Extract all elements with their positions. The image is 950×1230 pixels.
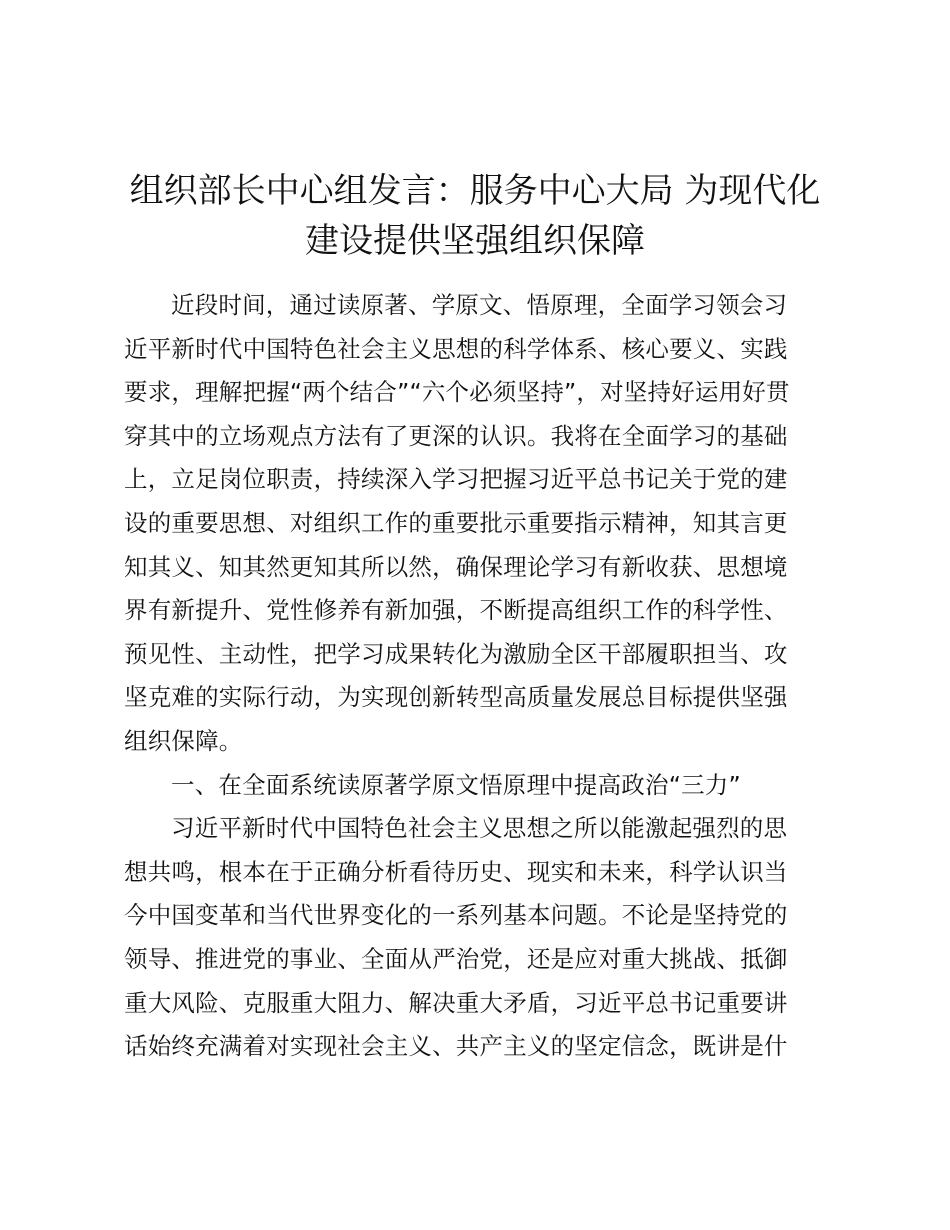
text-line: 话始终充满着对实现社会主义、共产主义的坚定信念，既讲是什 — [124, 1032, 788, 1061]
paragraph-section-1 — [124, 807, 826, 1069]
document-page — [124, 166, 826, 1069]
document-title — [124, 166, 826, 266]
text-line: 想共鸣，根本在于正确分析看待历史、现实和未来，科学认识当 — [124, 857, 788, 886]
text-line: 知其义、知其然更知其所以然，确保理论学习有新收获、思想境 — [124, 552, 788, 581]
text-line: 今中国变革和当代世界变化的一系列基本问题。不论是坚持党的 — [124, 901, 788, 930]
text-line: 上，立足岗位职责，持续深入学习把握习近平总书记关于党的建 — [124, 465, 788, 494]
text-line: 组织保障。 — [124, 726, 243, 755]
text-line: 重大风险、克服重大阻力、解决重大矛盾，习近平总书记重要讲 — [124, 988, 788, 1017]
text-line: 预见性、主动性，把学习成果转化为激励全区干部履职担当、攻 — [124, 639, 788, 668]
text-line: 习近平新时代中国特色社会主义思想之所以能激起强烈的思 — [171, 814, 788, 843]
heading-line: 一、在全面系统读原著学原文悟原理中提高政治“三力” — [171, 770, 741, 799]
text-line: 近段时间，通过读原著、学原文、悟原理，全面学习领会习 — [171, 291, 788, 319]
text-line: 要求，理解把握“两个结合”“六个必须坚持”，对坚持好运用好贯 — [124, 378, 790, 407]
title-line-2: 建设提供坚强组织保障 — [305, 221, 645, 261]
paragraph-intro — [124, 284, 826, 764]
text-line: 坚克难的实际行动，为实现创新转型高质量发展总目标提供坚强 — [124, 683, 788, 712]
document-body — [124, 284, 826, 1069]
text-line: 界有新提升、党性修养有新加强，不断提高组织工作的科学性、 — [124, 596, 788, 625]
text-line: 设的重要思想、对组织工作的重要批示重要指示精神，知其言更 — [124, 508, 788, 537]
text-line: 领导、推进党的事业、全面从严治党，还是应对重大挑战、抵御 — [124, 944, 788, 973]
text-line: 近平新时代中国特色社会主义思想的科学体系、核心要义、实践 — [124, 334, 788, 363]
title-line-1: 组织部长中心组发言：服务中心大局 为现代化 — [129, 171, 821, 211]
text-line: 穿其中的立场观点方法有了更深的认识。我将在全面学习的基础 — [124, 421, 788, 450]
section-heading — [124, 764, 826, 808]
